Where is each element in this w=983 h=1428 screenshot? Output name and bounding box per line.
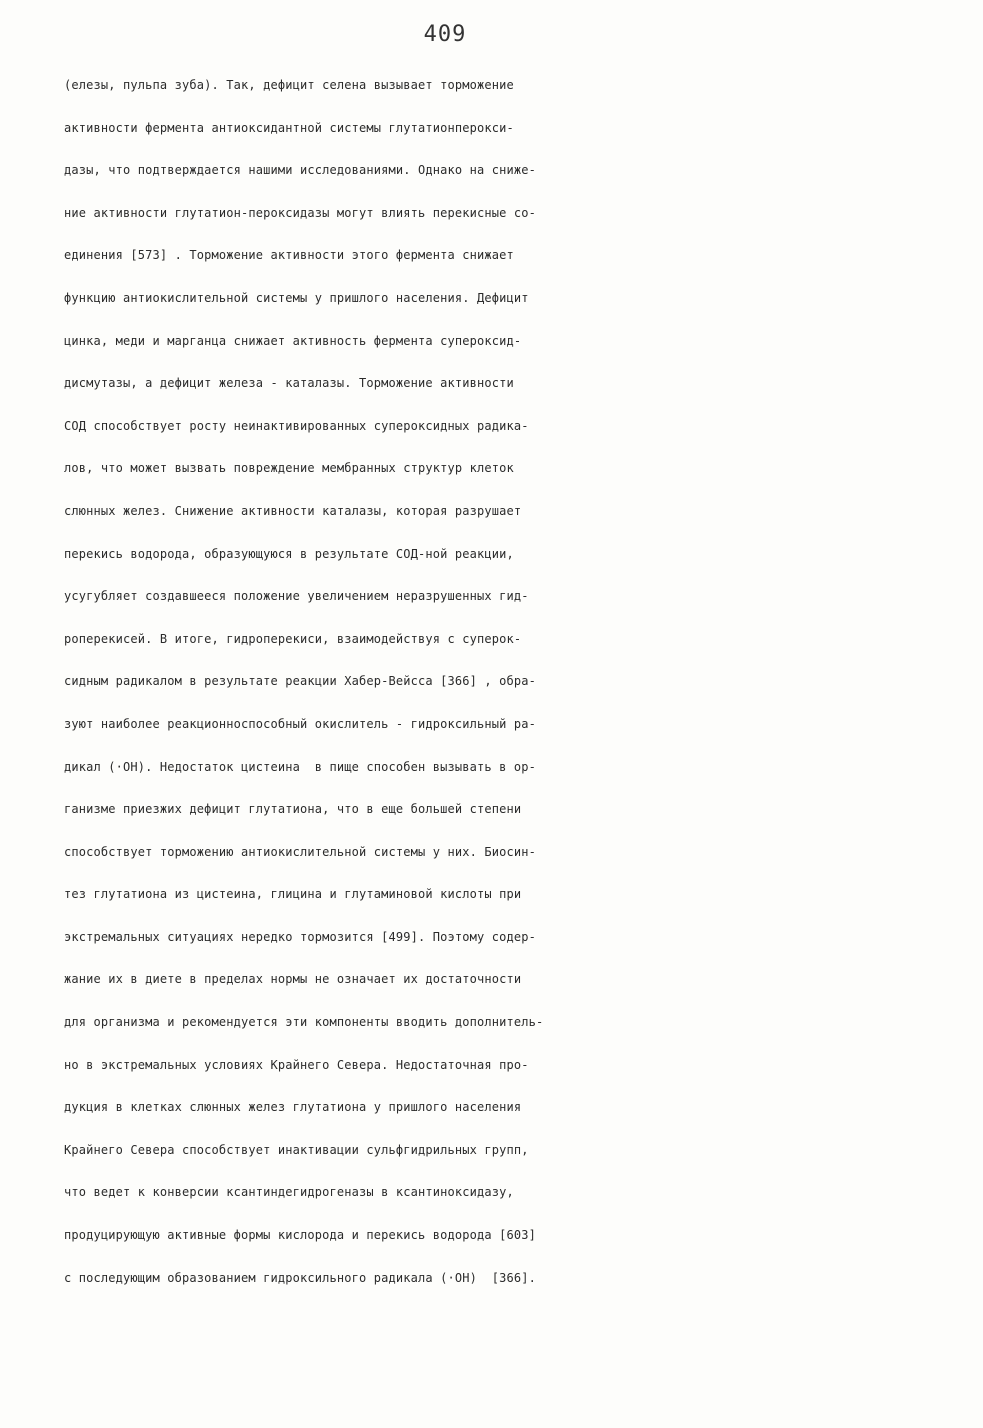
text-line: цинка, меди и марганца снижает активность фермента супероксид- — [64, 333, 522, 348]
text-line: сидным радикалом в результате реакции Хабер-Вейсса [366] , обра- — [64, 674, 536, 689]
text-line: единения [573] . Торможение активности этого фермента снижает — [64, 248, 514, 263]
text-line: продуцирующую активные формы кислорода и перекись водорода [603] — [64, 1228, 536, 1243]
text-line: дукция в клетках слюнных желез глутатиона у пришлого населения — [64, 1100, 522, 1115]
text-line: ние активности глутатион-пероксидазы могут влиять перекисные со- — [64, 205, 536, 220]
text-line: Крайнего Севера способствует инактивации сульфгидрильных групп, — [64, 1142, 529, 1157]
text-line: способствует торможению антиокислительной системы у них. Биосин- — [64, 844, 536, 859]
text-line: усугубляет создавшееся положение увеличением неразрушенных гид- — [64, 589, 529, 604]
text-line: функцию антиокислительной системы у пришлого населения. Дефицит — [64, 290, 529, 305]
text-line: с последующим образованием гидроксильного радикала (·ОН) [366]. — [64, 1270, 536, 1285]
text-line: дисмутазы, а дефицит железа - каталазы. Торможение активности — [64, 376, 514, 391]
text-line: ганизме приезжих дефицит глутатиона, что в еще большей степени — [64, 802, 522, 817]
body-text — [64, 64, 924, 1299]
page-number: 409 — [423, 22, 467, 47]
text-line: СОД способствует росту неинактивированных супероксидных радика- — [64, 418, 529, 433]
text-line: что ведет к конверсии ксантиндегидрогеназы в ксантиноксидазу, — [64, 1185, 514, 1200]
text-line: активности фермента антиоксидантной системы глутатионперокси- — [64, 120, 514, 135]
text-line: жание их в диете в пределах нормы не означает их достаточности — [64, 972, 522, 987]
text-line: тез глутатиона из цистеина, глицина и глутаминовой кислоты при — [64, 887, 522, 902]
text-line: (елезы, пульпа зуба). Так, дефицит селена вызывает торможение — [64, 78, 514, 92]
text-line: зуют наиболее реакционноспособный окислитель - гидроксильный ра- — [64, 716, 536, 731]
text-line: слюнных желез. Снижение активности каталазы, которая разрушает — [64, 503, 522, 518]
text-line: экстремальных ситуациях нередко тормозится [499]. Поэтому содер- — [64, 929, 536, 944]
text-line: перекись водорода, образующуюся в результате СОД-ной реакции, — [64, 546, 514, 561]
text-line: дазы, что подтверждается нашими исследованиями. Однако на сниже- — [64, 163, 536, 178]
text-line: лов, что может вызвать повреждение мембранных структур клеток — [64, 461, 514, 476]
text-line: роперекисей. В итоге, гидроперекиси, взаимодействуя с суперок- — [64, 631, 522, 646]
text-line: для организма и рекомендуется эти компоненты вводить дополнитель- — [64, 1015, 544, 1030]
text-line: дикал (·ОН). Недостаток цистеина в пище способен вызывать в ор- — [64, 759, 536, 774]
text-line: но в экстремальных условиях Крайнего Севера. Недостаточная про- — [64, 1057, 529, 1072]
